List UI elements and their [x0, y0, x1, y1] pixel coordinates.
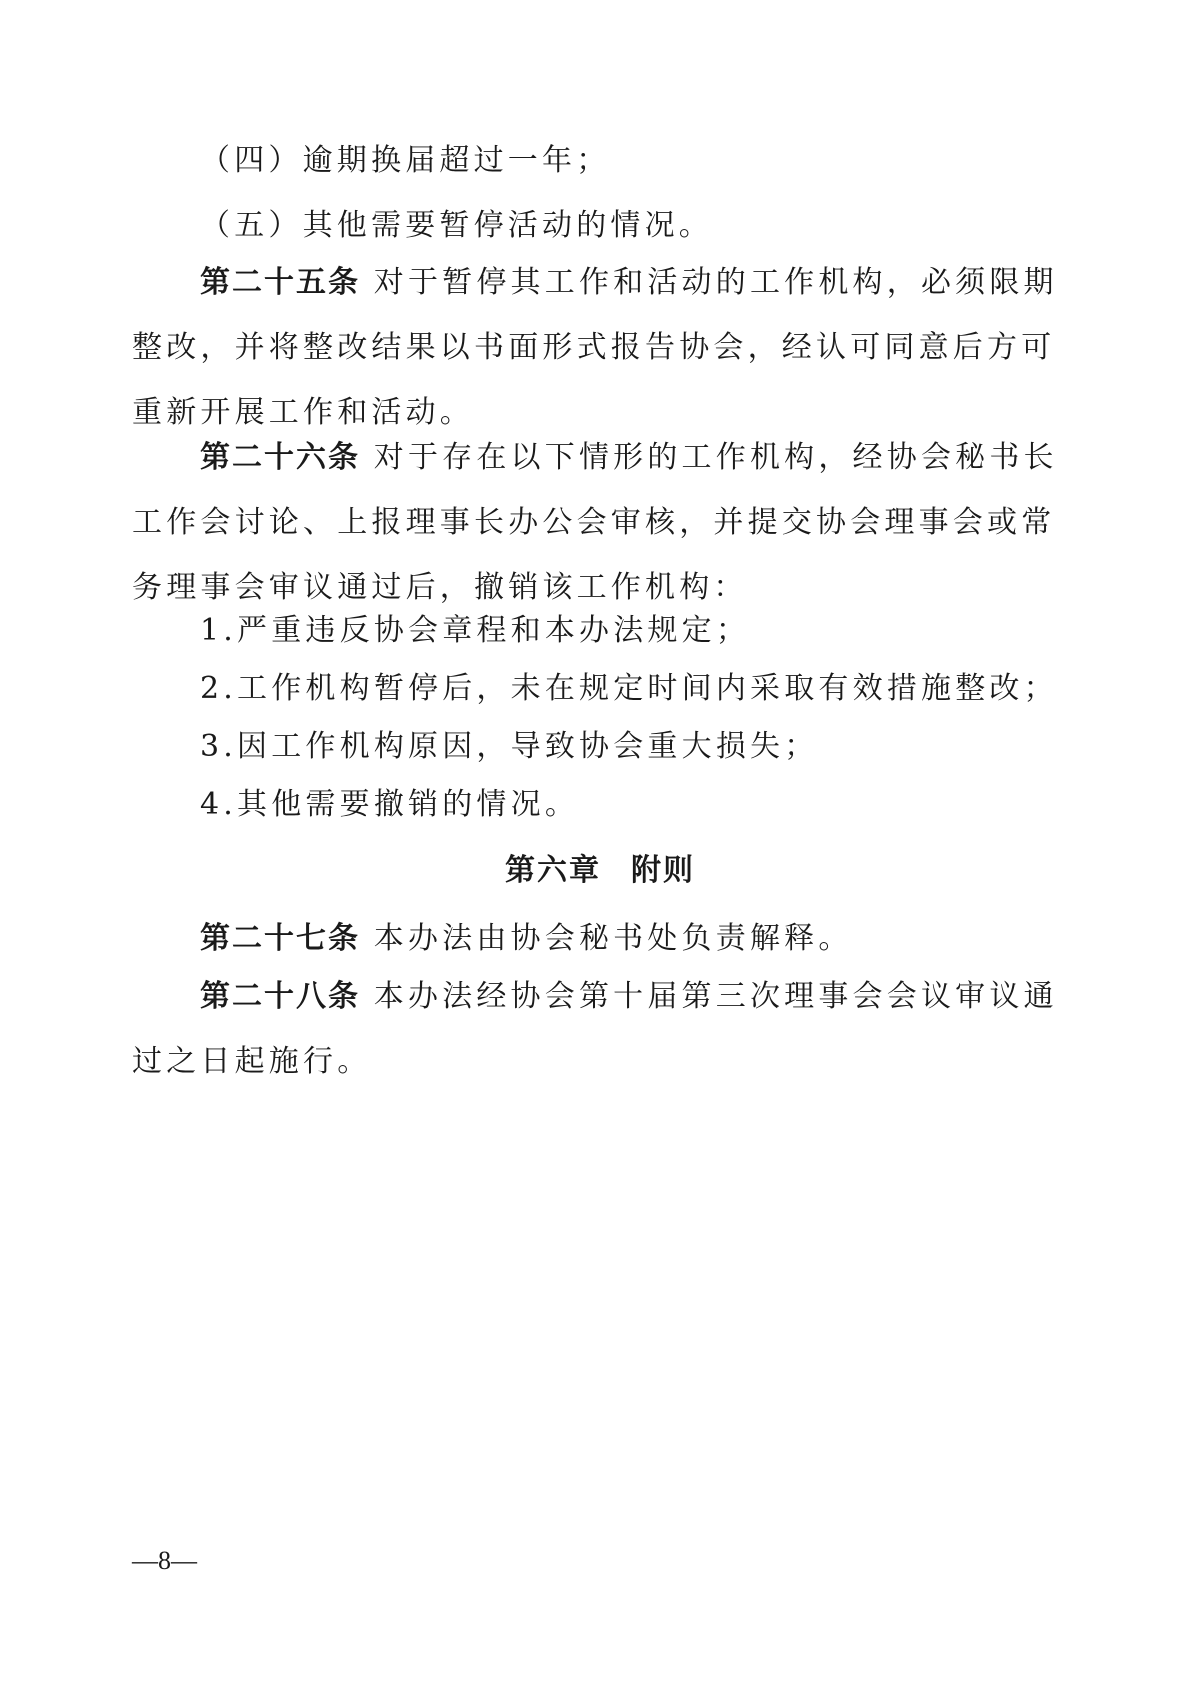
- article-26-heading: 第二十六条: [200, 440, 360, 475]
- article-27: [132, 906, 1077, 971]
- article-25: [132, 250, 1077, 445]
- article-27-text: 本办法由协会秘书处负责解释。: [373, 921, 853, 956]
- article-25-text: 对于暂停其工作和活动的工作机构，必须限期整改，并将整改结果以书面形式报告协会，经认可同意后方可重新开展工作和活动。: [132, 265, 1058, 430]
- item-four: （四）逾期换届超过一年；: [200, 143, 611, 178]
- article-26-item-2: 2.工作机构暂停后，未在规定时间内采取有效措施整改；: [200, 671, 1058, 706]
- chapter-number: 第六章: [505, 853, 601, 888]
- page-number: —8—: [132, 1546, 197, 1575]
- article-25-heading: 第二十五条: [200, 265, 360, 300]
- chapter-heading: [0, 838, 1200, 903]
- article-26-text: 对于存在以下情形的工作机构，经协会秘书长工作会讨论、上报理事长办公会审核，并提交协会理事会或常务理事会审议通过后，撤销该工作机构：: [132, 440, 1058, 605]
- article-28: [132, 964, 1077, 1094]
- article-27-heading: 第二十七条: [200, 921, 360, 956]
- article-28-text: 本办法经协会第十届第三次理事会会议审议通过之日起施行。: [132, 979, 1058, 1079]
- chapter-title: 附则: [631, 853, 695, 888]
- article-26: [132, 425, 1077, 620]
- article-26-item-3: 3.因工作机构原因，导致协会重大损失；: [200, 729, 819, 764]
- article-26-item-1: 1.严重违反协会章程和本办法规定；: [200, 613, 751, 648]
- article-28-heading: 第二十八条: [200, 979, 360, 1014]
- article-26-item-4: 4.其他需要撤销的情况。: [200, 787, 580, 822]
- item-five: （五）其他需要暂停活动的情况。: [200, 208, 713, 243]
